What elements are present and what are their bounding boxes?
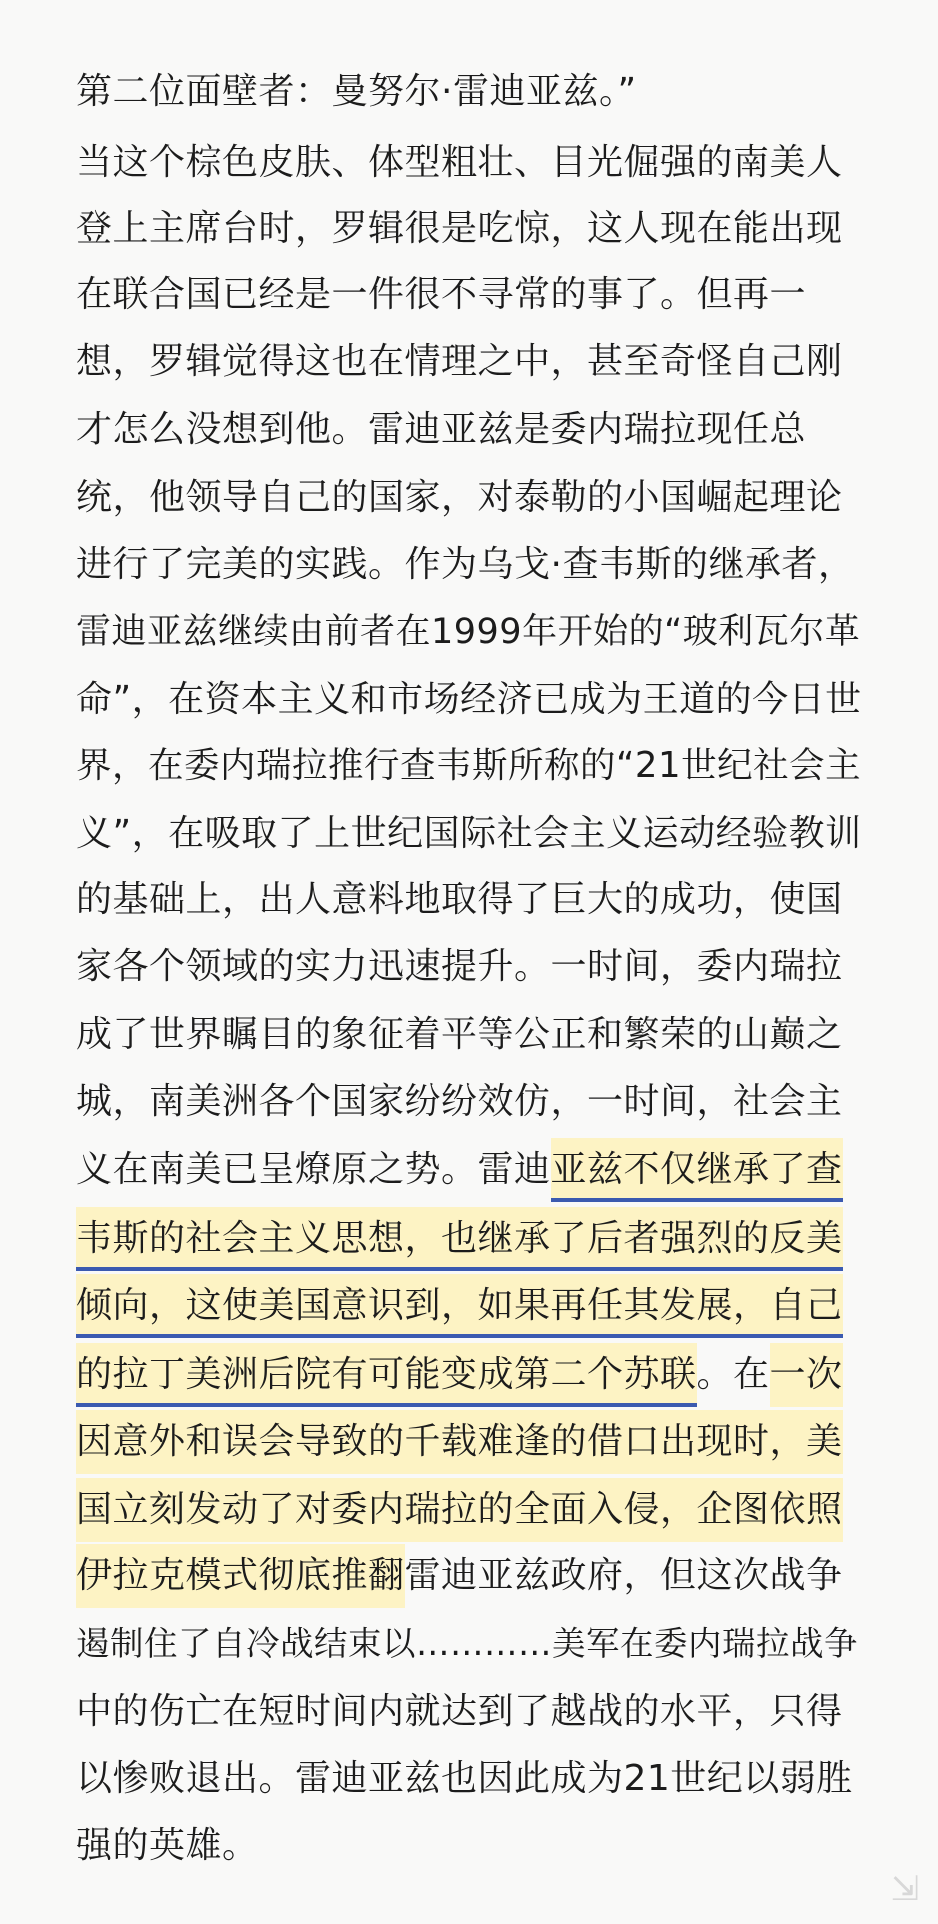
- article-line: [76, 668, 862, 732]
- text-segment: 想，罗辑觉得这也在情理之中，甚至奇怪自己刚: [76, 341, 843, 382]
- text-segment: 成了世界瞩目的象征着平等公正和繁荣的山巅之: [76, 1014, 843, 1055]
- article-line: [76, 1138, 843, 1202]
- article-line: [76, 1207, 843, 1271]
- article-line: [76, 600, 860, 664]
- text-segment: 才怎么没想到他。雷迪亚兹是委内瑞拉现任总: [76, 409, 807, 450]
- text-segment: 城，南美洲各个国家纷纷效仿，一时间，社会主: [76, 1081, 843, 1122]
- text-segment: 当这个棕色皮肤、体型粗壮、目光倔强的南美人: [76, 142, 843, 183]
- text-segment: 家各个领域的实力迅速提升。一时间，委内瑞拉: [76, 946, 843, 987]
- article-line: [76, 1070, 843, 1134]
- text-segment: 统，他领导自己的国家，对泰勒的小国崛起理论: [76, 477, 843, 518]
- article-line: [76, 802, 862, 866]
- article-line: [76, 1003, 843, 1067]
- underlined-highlight-text[interactable]: 倾向，这使美国意识到，如果再任其发展，自己: [76, 1274, 843, 1338]
- underlined-highlight-text[interactable]: 的拉丁美洲后院有可能变成第二个苏联: [76, 1343, 697, 1407]
- article-line: [76, 1410, 843, 1474]
- article-line: [76, 131, 843, 195]
- article-line: [76, 1544, 843, 1608]
- text-segment: 雷迪亚兹政府，但这次战争: [404, 1555, 843, 1596]
- highlighted-text[interactable]: 伊拉克模式彻底推翻: [76, 1544, 405, 1608]
- resize-corner-icon: ⇲: [890, 1869, 920, 1909]
- article-line: [76, 466, 843, 530]
- text-segment: 的基础上，出人意料地取得了巨大的成功，使国: [76, 879, 843, 920]
- highlighted-text[interactable]: 国立刻发动了对委内瑞拉的全面入侵，企图依照: [76, 1478, 843, 1542]
- highlighted-text[interactable]: 因意外和误会导致的千载难逢的借口出现时，美: [76, 1410, 843, 1474]
- article-line: [76, 533, 854, 597]
- text-segment: 进行了完美的实践。作为乌戈·查韦斯的继承者，: [76, 544, 855, 585]
- article-line: [76, 1747, 853, 1811]
- text-segment: 雷迪亚兹继续由前者在1999年开始的“玻利瓦尔革: [76, 612, 861, 652]
- article-line: [76, 1343, 843, 1407]
- highlighted-text[interactable]: 一次: [770, 1343, 843, 1407]
- article-line: [76, 263, 806, 327]
- scrollbar[interactable]: [926, 0, 932, 1924]
- text-segment: 强的英雄。: [76, 1825, 259, 1866]
- article-line: [76, 868, 843, 932]
- article-line: [76, 398, 806, 462]
- text-segment: 界，在委内瑞拉推行查韦斯所称的“21世纪社会主: [76, 745, 862, 786]
- article-line: [76, 197, 843, 261]
- text-segment: 中的伤亡在短时间内就达到了越战的水平，只得: [76, 1691, 843, 1732]
- article-line: [76, 60, 637, 124]
- text-segment: 在联合国已经是一件很不寻常的事了。但再一: [76, 274, 807, 315]
- underlined-highlight-text[interactable]: 亚兹不仅继承了查: [551, 1138, 843, 1202]
- article-line: [76, 1680, 843, 1744]
- text-segment: 义”，在吸取了上世纪国际社会主义运动经验教训: [76, 813, 862, 854]
- text-segment: 。在: [696, 1354, 770, 1395]
- text-segment: 义在南美已呈燎原之势。雷迪: [76, 1149, 551, 1190]
- text-segment: 遏制住了自冷战结束以…………美军在委内瑞拉战争: [76, 1624, 858, 1663]
- underlined-highlight-text[interactable]: 韦斯的社会主义思想，也继承了后者强烈的反美: [76, 1207, 843, 1271]
- article-line: [76, 1612, 858, 1676]
- article-line: [76, 1478, 843, 1542]
- article-line: [76, 935, 843, 999]
- text-segment: 命”，在资本主义和市场经济已成为王道的今日世: [76, 679, 862, 720]
- article-line: [76, 734, 861, 798]
- text-segment: 登上主席台时，罗辑很是吃惊，这人现在能出现: [76, 208, 843, 249]
- article-line: [76, 1814, 259, 1878]
- article-line: [76, 1274, 843, 1338]
- text-segment: 以惨败退出。雷迪亚兹也因此成为21世纪以弱胜: [76, 1758, 853, 1799]
- text-segment: 第二位面壁者：曼努尔·雷迪亚兹。”: [76, 71, 637, 112]
- article-line: [76, 330, 843, 394]
